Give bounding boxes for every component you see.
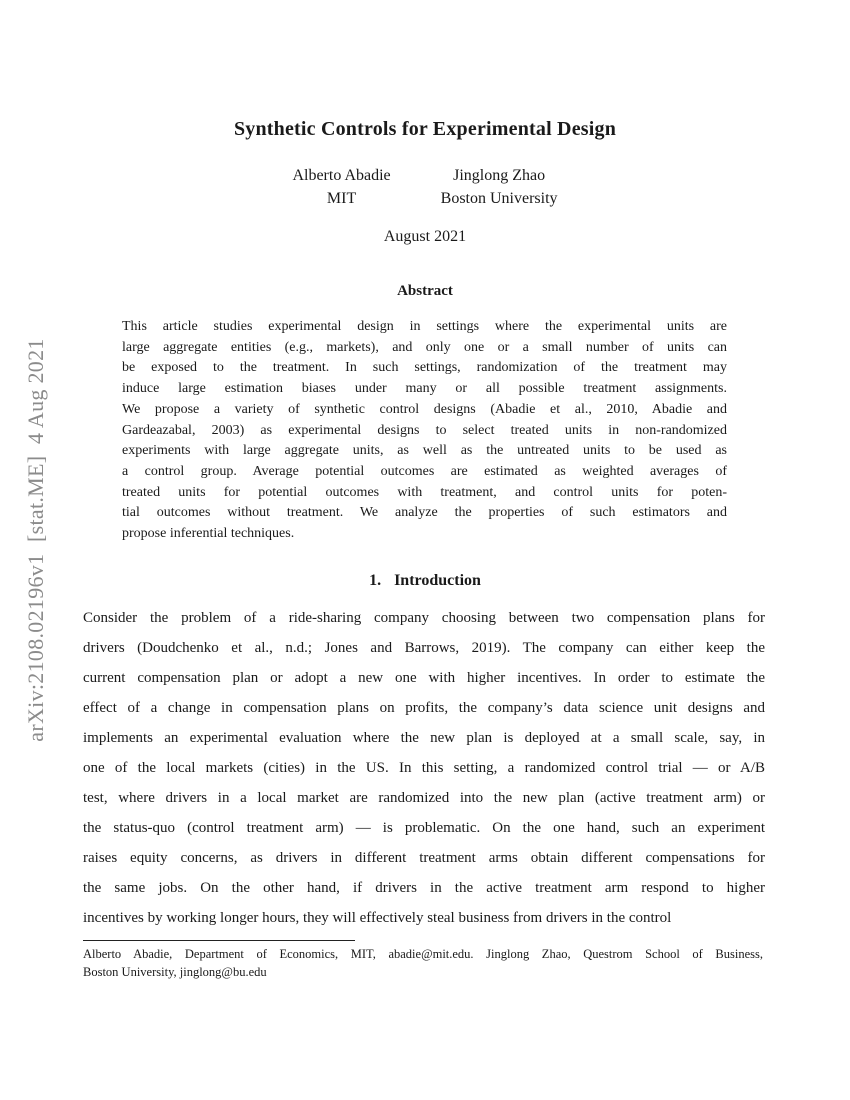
- body-line: incentives by working longer hours, they will effectively steal business from drivers in the control: [83, 910, 672, 926]
- footnote-line: Boston University, jinglong@bu.edu: [83, 964, 267, 979]
- abstract-line: We propose a variety of synthetic control designs (Abadie et al., 2010, Abadie and: [122, 401, 727, 417]
- section-number: 1.: [369, 572, 382, 589]
- abstract-line: induce large estimation biases under many or all possible treatment assignments.: [122, 381, 727, 397]
- paper-title: Synthetic Controls for Experimental Design: [233, 118, 617, 140]
- abstract-line: propose inferential techniques.: [122, 526, 295, 542]
- abstract-line: Gardeazabal, 2003) as experimental designs to select treated units in non-randomized: [122, 422, 727, 438]
- abstract-body: [122, 317, 727, 545]
- paper-date: August 2021: [383, 228, 467, 245]
- abstract-line: a control group. Average potential outcomes are estimated as weighted averages of: [122, 463, 727, 479]
- abstract-line: treated units for potential outcomes with treatment, and control units for poten-: [122, 484, 727, 500]
- arxiv-watermark: arXiv:2108.02196v1 [stat.ME] 4 Aug 2021: [23, 338, 48, 742]
- author-block: [441, 164, 558, 210]
- abstract-heading: Abstract: [397, 283, 453, 299]
- author-name: Alberto Abadie: [292, 167, 391, 184]
- footnote-line: Alberto Abadie, Department of Economics, MIT, abadie@mit.edu. Jinglong Zhao, Questrom School of Business,: [83, 947, 763, 961]
- body-line: effect of a change in compensation plans on profits, the company’s data science unit designs and: [83, 700, 765, 716]
- authors-row: [0, 164, 850, 210]
- abstract-line: This article studies experimental design in settings where the experimental units are: [122, 319, 727, 334]
- body-line: Consider the problem of a ride-sharing company choosing between two compensation plans for: [83, 610, 765, 626]
- abstract-line: large aggregate entities (e.g., markets), and only one or a small number of units can: [122, 339, 727, 355]
- section-title: Introduction: [394, 572, 481, 589]
- introduction-body: [83, 603, 765, 933]
- body-line: implements an experimental evaluation where the new plan is deployed at a small scale, say, in: [83, 730, 765, 746]
- body-line: test, where drivers in a local market are randomized into the new plan (active treatment arm) or: [83, 790, 765, 806]
- body-line: current compensation plan or adopt a new one with higher incentives. In order to estimate the: [83, 670, 765, 686]
- abstract-line: be exposed to the treatment. In such settings, randomization of the treatment may: [122, 360, 727, 376]
- footnote-rule: [83, 940, 355, 941]
- author-name: Jinglong Zhao: [453, 167, 546, 184]
- footnote-body: [83, 946, 763, 981]
- author-affiliation: Boston University: [440, 190, 558, 207]
- body-line: the same jobs. On the other hand, if drivers in the active treatment arm respond to higher: [83, 880, 765, 896]
- abstract-line: tial outcomes without treatment. We analyze the properties of such estimators and: [122, 505, 727, 521]
- author-affiliation: MIT: [326, 190, 357, 207]
- author-block: [292, 164, 390, 210]
- body-line: raises equity concerns, as drivers in different treatment arms obtain different compensations for: [83, 850, 765, 866]
- abstract-line: experiments with large aggregate units, as well as the untreated units to be used as: [122, 443, 727, 459]
- body-line: one of the local markets (cities) in the US. In this setting, a randomized control trial — or A/B: [83, 760, 765, 776]
- section-heading: [0, 572, 850, 590]
- body-line: the status-quo (control treatment arm) — is problematic. On the one hand, such an experiment: [83, 820, 765, 836]
- body-line: drivers (Doudchenko et al., n.d.; Jones and Barrows, 2019). The company can either keep the: [83, 640, 765, 656]
